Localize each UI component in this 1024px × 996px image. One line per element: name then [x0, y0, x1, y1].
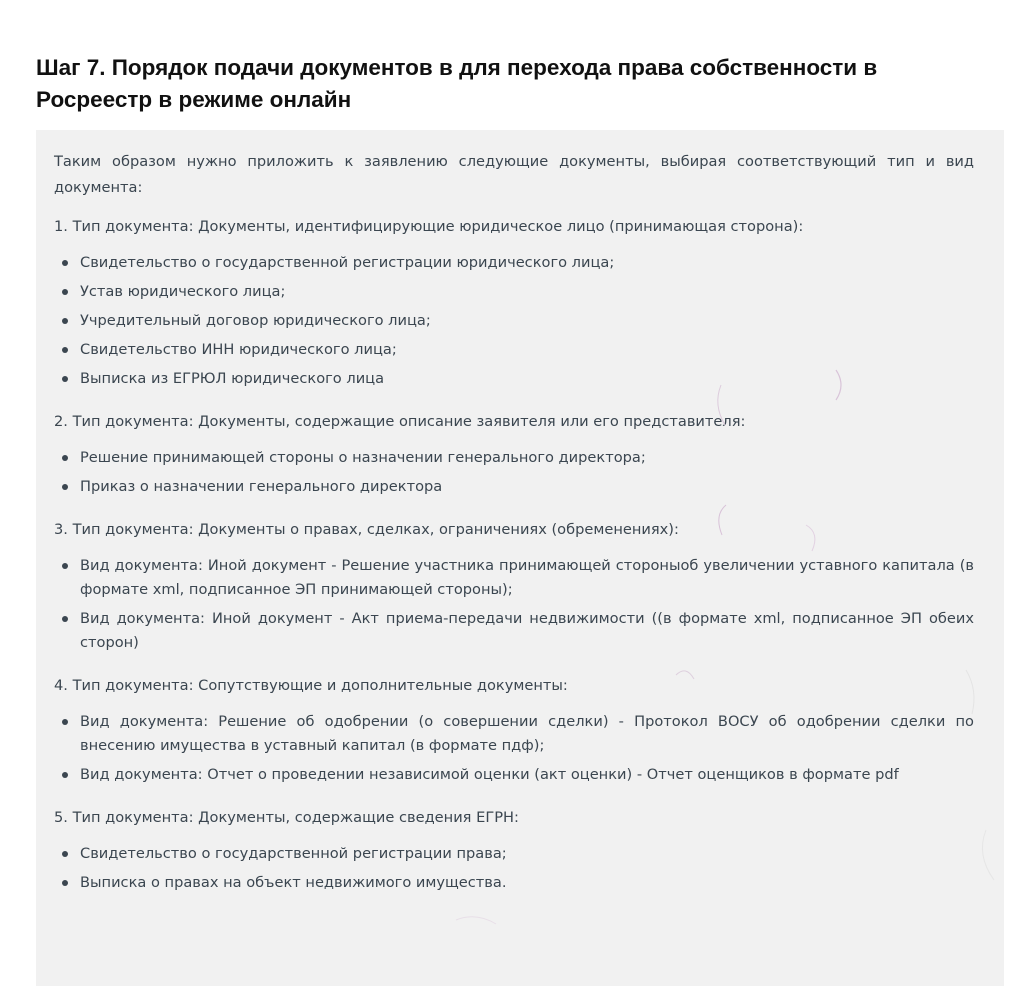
- list-item: Приказ о назначении генерального директора: [54, 475, 974, 499]
- bullet-icon: [62, 616, 68, 622]
- bullet-icon: [62, 260, 68, 266]
- section-2: [54, 409, 974, 499]
- bullet-icon: [62, 484, 68, 490]
- section-heading: 4. Тип документа: Сопутствующие и дополнительные документы:: [54, 677, 568, 694]
- section-4: [54, 673, 974, 787]
- list-item: Решение принимающей стороны о назначении генерального директора;: [54, 446, 974, 470]
- section-heading: 5. Тип документа: Документы, содержащие сведения ЕГРН:: [54, 809, 519, 826]
- bullet-icon: [62, 347, 68, 353]
- list-item: Свидетельство ИНН юридического лица;: [54, 338, 974, 362]
- document-list: [54, 446, 974, 499]
- document-list: [54, 710, 974, 787]
- bullet-icon: [62, 851, 68, 857]
- section-heading: 1. Тип документа: Документы, идентифицирующие юридическое лицо (принимающая сторона):: [54, 218, 804, 235]
- list-item: Вид документа: Отчет о проведении независимой оценки (акт оценки) - Отчет оценщиков в формате pdf: [54, 763, 974, 787]
- bullet-icon: [62, 376, 68, 382]
- list-item: Выписка из ЕГРЮЛ юридического лица: [54, 367, 974, 391]
- bullet-icon: [62, 772, 68, 778]
- list-item: Учредительный договор юридического лица;: [54, 309, 974, 333]
- list-item: Вид документа: Иной документ - Акт приема-передачи недвижимости ((в формате xml, подписанное ЭП обеих сторон): [54, 607, 974, 655]
- section-3: [54, 517, 974, 655]
- section-heading: 3. Тип документа: Документы о правах, сделках, ограничениях (обременениях):: [54, 521, 679, 538]
- section-heading: 2. Тип документа: Документы, содержащие описание заявителя или его представителя:: [54, 413, 746, 430]
- document-list: [54, 842, 974, 895]
- documents-panel: [36, 130, 1004, 986]
- list-item: Вид документа: Решение об одобрении (о совершении сделки) - Протокол ВОСУ об одобрении сделки по внесению имущества в уставный капитал (в формате пдф);: [54, 710, 974, 758]
- section-1: [54, 214, 974, 391]
- document-list: [54, 251, 974, 391]
- intro-text: Таким образом нужно приложить к заявлению следующие документы, выбирая соответствующий тип и вид документа:: [54, 153, 974, 196]
- bullet-icon: [62, 455, 68, 461]
- list-item: Свидетельство о государственной регистрации юридического лица;: [54, 251, 974, 275]
- bullet-icon: [62, 563, 68, 569]
- bullet-icon: [62, 880, 68, 886]
- decor-stroke: [456, 917, 496, 924]
- decor-stroke: [982, 830, 994, 880]
- list-item: Устав юридического лица;: [54, 280, 974, 304]
- bullet-icon: [62, 289, 68, 295]
- section-5: [54, 805, 974, 895]
- list-item: Вид документа: Иной документ - Решение участника принимающей стороныоб увеличении уставного капитала (в формате xml, подписанное ЭП принимающей стороны);: [54, 554, 974, 602]
- page-title: Шаг 7. Порядок подачи документов в для перехода права собственности в Росреестр в режиме онлайн: [36, 55, 878, 112]
- list-item: Свидетельство о государственной регистрации права;: [54, 842, 974, 866]
- bullet-icon: [62, 318, 68, 324]
- document-list: [54, 554, 974, 655]
- bullet-icon: [62, 719, 68, 725]
- list-item: Выписка о правах на объект недвижимого имущества.: [54, 871, 974, 895]
